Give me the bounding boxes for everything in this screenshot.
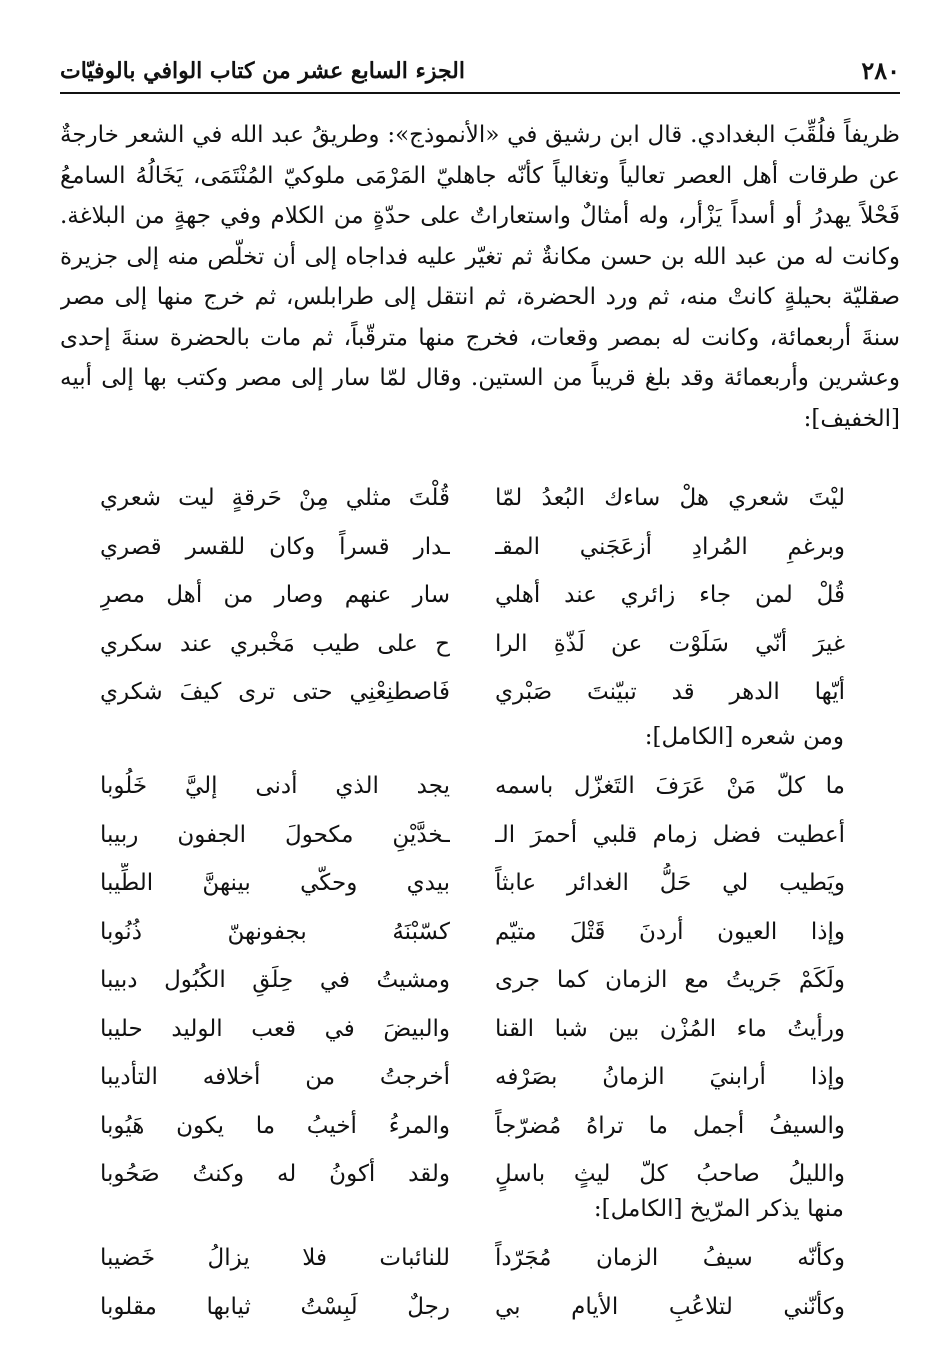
verse-first-hemistich: وإذا أرابنيَ الزمانُ بصَرْفه [495, 1064, 845, 1090]
page-number: ٢٨٠ [861, 56, 900, 85]
verse-second-hemistich: يجد الذي أدنى إليَّ خَلُوبا [100, 773, 450, 799]
meter-label: ومن شعره [الكامل]: [644, 724, 844, 750]
prose-line: فَحْلاً يهدرُ أو أسداً يَزْأر، وله أمثالٌ واستعاراتٌ على حدّةٍ من الكلام وفي جهةٍ من البلاغة. [60, 203, 900, 229]
verse-second-hemistich: فَاصطنِعْنِي حتى ترى كيفَ شكري [100, 679, 450, 705]
verse-first-hemistich: وكأنّني لتلاعُبِ الأيام بي [495, 1293, 845, 1320]
header-rule [60, 92, 900, 94]
prose-line: سنةَ أربعمائة، وكانت له بمصر وقعات، فخرج منها مترقّباً، ثم مات بالحضرة سنةَ إحدى [60, 324, 900, 351]
verse-line [60, 766, 860, 815]
prose-line: ظريفاً فلُقِّبَ البغدادي. قال ابن رشيق في «الأنموذج»: وطريقُ عبد الله في الشعر خارجةٌ [60, 122, 900, 148]
verse-first-hemistich: ليْتَ شعري هلْ ساءك البُعدُ لمّا [495, 485, 845, 511]
verse-second-hemistich: للنائبات فلا يزالُ خَضيبا [100, 1245, 450, 1271]
verse-second-hemistich: ح على طيب مَخْبري عند سكري [100, 630, 450, 657]
meter-label: منها يذكر المرّيخ [الكامل]: [593, 1196, 844, 1222]
verse-line [60, 863, 860, 912]
verse-first-hemistich: غيرَ أنّي سَلَوْت عن لَذّةِ الرا [495, 630, 845, 657]
verse-line [60, 960, 860, 1009]
verse-first-hemistich: والسيفُ أجمل ما تراهُ مُضرّجاً [495, 1112, 845, 1139]
prose-line: عن طرقات أهل العصر تعالياً وتغالياً كأنّه جاهليّ المَرْمَى ملوكيّ المُنْتَمَى، يَخَالُهُ السامعُ [60, 162, 900, 189]
page-header [60, 52, 900, 92]
verse-second-hemistich: سار عنهم وصار من أهل مصرِ [100, 582, 450, 608]
prose-paragraph [60, 115, 900, 439]
running-title: الجزء السابع عشر من كتاب الوافي بالوفيّات [60, 58, 465, 84]
verse-first-hemistich: والليلُ صاحبُ كلّ ليثٍ باسلٍ [495, 1161, 845, 1187]
verse-line [60, 527, 860, 576]
verse-second-hemistich: ـخدَّيْنِ مكحولَ الجفون ربيبا [100, 821, 450, 848]
prose-line: وعشرين وأربعمائة وقد بلغ قريباً من الستين. وقال لمّا سار إلى مصر وكتب بها إلى أبيه [60, 365, 900, 391]
prose-line: وكانت له من عبد الله بن حسن مكانةٌ ثم تغيّر عليه فداجاه إلى أن تخلّص منه إلى جزيرة [60, 243, 900, 270]
prose-line: صقليّة بحيلةٍ كانتْ منه، ثم ورد الحضرة، ثم انتقل إلى طرابلس، ثم خرج منها إلى مصر [60, 284, 900, 310]
verse-first-hemistich: ولَكَمْ جَريتُ مع الزمان كما جرى [495, 967, 845, 993]
verse-second-hemistich: والمرءُ أخيبُ ما يكون هَيُوبا [100, 1112, 450, 1139]
verse-line [60, 1009, 860, 1058]
verse-line [60, 1106, 860, 1155]
verse-first-hemistich: أيّها الدهر قد تبيّنتَ صَبْري [495, 679, 845, 705]
verse-line [60, 815, 860, 864]
verse-line [60, 912, 860, 961]
verse-line [60, 1287, 860, 1336]
verse-first-hemistich: وكأنّه سيفُ الزمان مُجَرّداً [495, 1245, 845, 1271]
verse-second-hemistich: كسّبْنَهُ بجفونهنّ ذُنُوبا [100, 918, 450, 945]
poem-3 [60, 1238, 860, 1335]
verse-first-hemistich: وإذا العيون أردنَ قَتْلَ متيّم [495, 918, 845, 945]
meter-label: [الخفيف]: [803, 405, 900, 432]
verse-line [60, 1057, 860, 1106]
verse-second-hemistich: ومشيتُ في حِلَقِ الكُبُول دبيبا [100, 967, 450, 993]
verse-line [60, 672, 860, 721]
verse-line [60, 624, 860, 673]
verse-second-hemistich: والبيضَ في قعب الوليد حليبا [100, 1015, 450, 1042]
verse-line [60, 478, 860, 527]
verse-first-hemistich: وبرغمِ المُرادِ أزعَجَني المقـ [495, 533, 845, 560]
verse-first-hemistich: قُلْ لمن جاء زائري عند أهلي [495, 582, 845, 608]
verse-first-hemistich: ورأيتُ ماء المُزْن بين شبا القنا [495, 1015, 845, 1042]
verse-second-hemistich: أخرجتُ من أخلافه التأديبا [100, 1064, 450, 1090]
verse-first-hemistich: أعطيت فضل زمام قلبي أحمرَ الـ [495, 821, 845, 848]
verse-second-hemistich: ولقد أكونُ له وكنتُ صَحُوبا [100, 1161, 450, 1187]
verse-line [60, 1238, 860, 1287]
poem-2 [60, 766, 860, 1203]
poem-1 [60, 478, 860, 721]
verse-first-hemistich: ما كلّ مَنْ عَرَفَ التَغزّل باسمه [495, 773, 845, 799]
verse-second-hemistich: ـدار قسراً وكان للقسر قصري [100, 533, 450, 560]
verse-first-hemistich: ويَطيب لي حَلُّ الغدائر عابثاً [495, 870, 845, 896]
verse-line [60, 575, 860, 624]
verse-second-hemistich: قُلْتَ مثلي مِنْ حَرقةٍ ليت شعري [100, 485, 450, 511]
verse-second-hemistich: بيدي وحكّي بينهنَّ الطِّيبا [100, 870, 450, 896]
verse-second-hemistich: رجلٌ لَبِسْتُ ثيابها مقلوبا [100, 1293, 450, 1320]
